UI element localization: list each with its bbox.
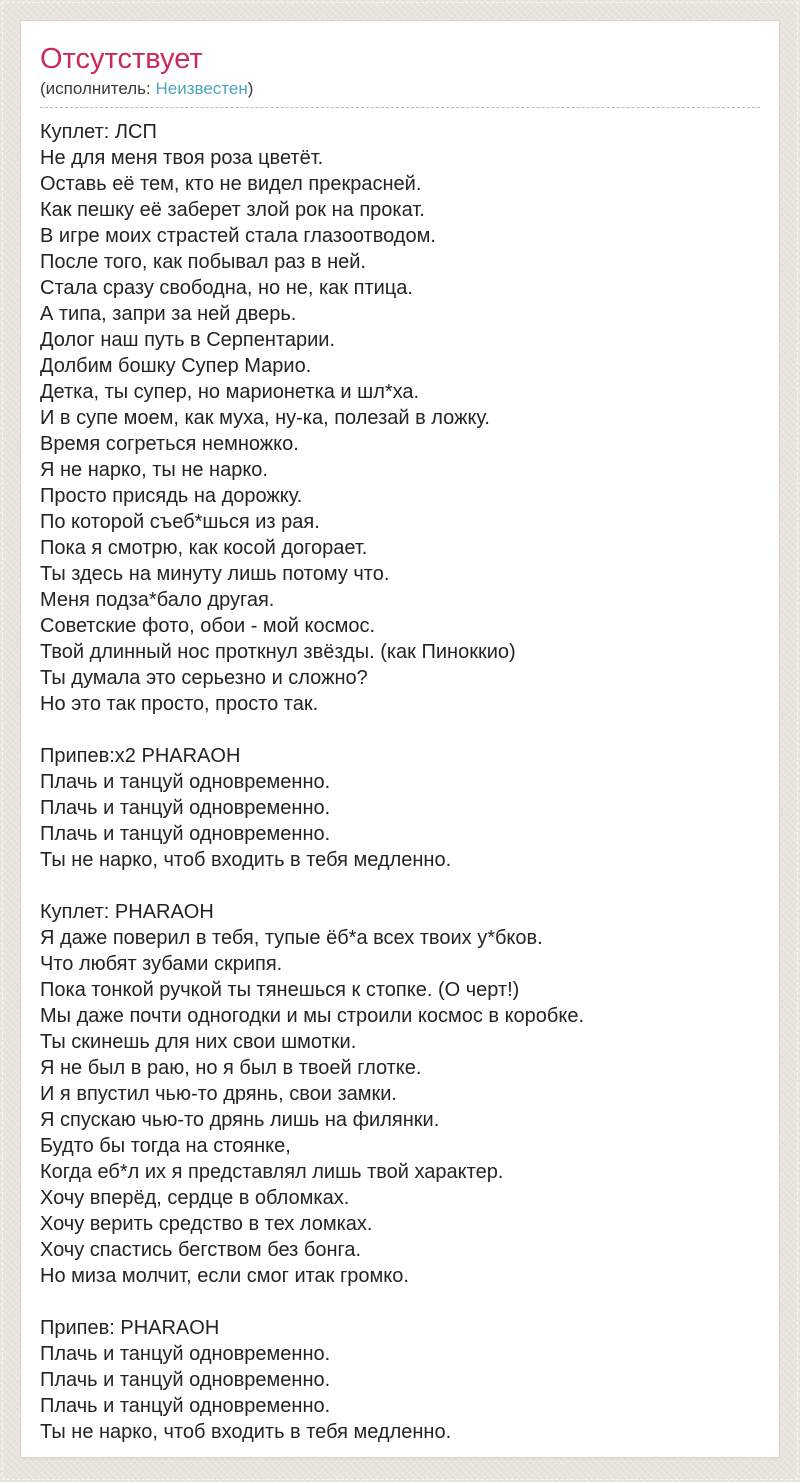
lyric-line: Припев:x2 PHARAOH <box>40 745 241 767</box>
lyric-line: А типа, запри за ней дверь. <box>40 303 297 325</box>
artist-label-prefix: (исполнитель: <box>40 79 156 98</box>
lyric-line: Твой длинный нос проткнул звёзды. (как Пиноккио) <box>40 641 516 663</box>
lyric-line <box>40 717 760 743</box>
lyric-line: Когда еб*л их я представлял лишь твой характер. <box>40 1161 504 1183</box>
lyric-line: Плачь и танцуй одновременно. <box>40 797 331 819</box>
lyric-line: Плачь и танцуй одновременно. <box>40 1369 331 1391</box>
lyric-line: Детка, ты супер, но марионетка и шл*ха. <box>40 381 420 403</box>
lyric-line: Меня подза*бало другая. <box>40 589 275 611</box>
lyric-line <box>40 873 760 899</box>
artist-link[interactable]: Неизвестен <box>155 79 248 98</box>
lyric-line: Не для меня твоя роза цветёт. <box>40 147 324 169</box>
lyric-line: Ты скинешь для них свои шмотки. <box>40 1031 357 1053</box>
lyric-line: И в супе моем, как муха, ну-ка, полезай в ложку. <box>40 407 490 429</box>
lyric-line: Мы даже почти одногодки и мы строили космос в коробке. <box>40 1005 585 1027</box>
lyric-line: Ты здесь на минуту лишь потому что. <box>40 563 390 585</box>
artist-label-suffix: ) <box>247 79 254 98</box>
lyrics <box>40 119 760 1445</box>
lyric-line: Советские фото, обои - мой космос. <box>40 615 376 637</box>
lyric-line: Стала сразу свободна, но не, как птица. <box>40 277 413 299</box>
lyric-line: Я даже поверил в тебя, тупые ёб*а всех твоих у*бков. <box>40 927 543 949</box>
song-header <box>40 43 760 108</box>
lyric-line: После того, как побывал раз в ней. <box>40 251 366 273</box>
lyric-line: Но миза молчит, если смог итак громко. <box>40 1265 409 1287</box>
lyric-line: И я впустил чью-то дрянь, свои замки. <box>40 1083 397 1105</box>
lyric-line: Время согреться немножко. <box>40 433 299 455</box>
lyric-line: Ты думала это серьезно и сложно? <box>40 667 368 689</box>
lyric-line: Долбим бошку Супер Марио. <box>40 355 312 377</box>
artist-row <box>40 79 760 108</box>
lyric-line: Но это так просто, просто так. <box>40 693 319 715</box>
lyric-line: Плачь и танцуй одновременно. <box>40 823 331 845</box>
lyric-line: Ты не нарко, чтоб входить в тебя медленно. <box>40 849 452 871</box>
lyric-line: Плачь и танцуй одновременно. <box>40 1343 331 1365</box>
lyric-line: Я не нарко, ты не нарко. <box>40 459 268 481</box>
lyric-line: По которой съеб*шься из рая. <box>40 511 320 533</box>
lyrics-card <box>20 20 780 1458</box>
lyric-line: Будто бы тогда на стоянке, <box>40 1135 291 1157</box>
lyric-line: Пока тонкой ручкой ты тянешься к стопке. (О черт!) <box>40 979 520 1001</box>
lyric-line: Долог наш путь в Серпентарии. <box>40 329 336 351</box>
lyric-line: Хочу вперёд, сердце в обломках. <box>40 1187 350 1209</box>
lyric-line: Ты не нарко, чтоб входить в тебя медленно. <box>40 1421 452 1443</box>
lyric-line: Просто присядь на дорожку. <box>40 485 303 507</box>
lyric-line: Припев: PHARAOH <box>40 1317 220 1339</box>
lyric-line: Что любят зубами скрипя. <box>40 953 283 975</box>
lyric-line: В игре моих страстей стала глазоотводом. <box>40 225 436 247</box>
lyric-line: Куплет: ЛСП <box>40 121 157 143</box>
lyric-line <box>40 1289 760 1315</box>
lyric-line: Я не был в раю, но я был в твоей глотке. <box>40 1057 422 1079</box>
lyric-line: Оставь её тем, кто не видел прекрасней. <box>40 173 422 195</box>
song-title: Отсутствует <box>40 43 203 75</box>
lyric-line: Я спускаю чью-то дрянь лишь на филянки. <box>40 1109 440 1131</box>
lyric-line: Как пешку её заберет злой рок на прокат. <box>40 199 425 221</box>
lyric-line: Хочу верить средство в тех ломках. <box>40 1213 373 1235</box>
lyric-line: Куплет: PHARAOH <box>40 901 214 923</box>
lyric-line: Плачь и танцуй одновременно. <box>40 1395 331 1417</box>
lyric-line: Пока я смотрю, как косой догорает. <box>40 537 368 559</box>
lyric-line: Плачь и танцуй одновременно. <box>40 771 331 793</box>
lyric-line: Хочу спастись бегством без бонга. <box>40 1239 362 1261</box>
